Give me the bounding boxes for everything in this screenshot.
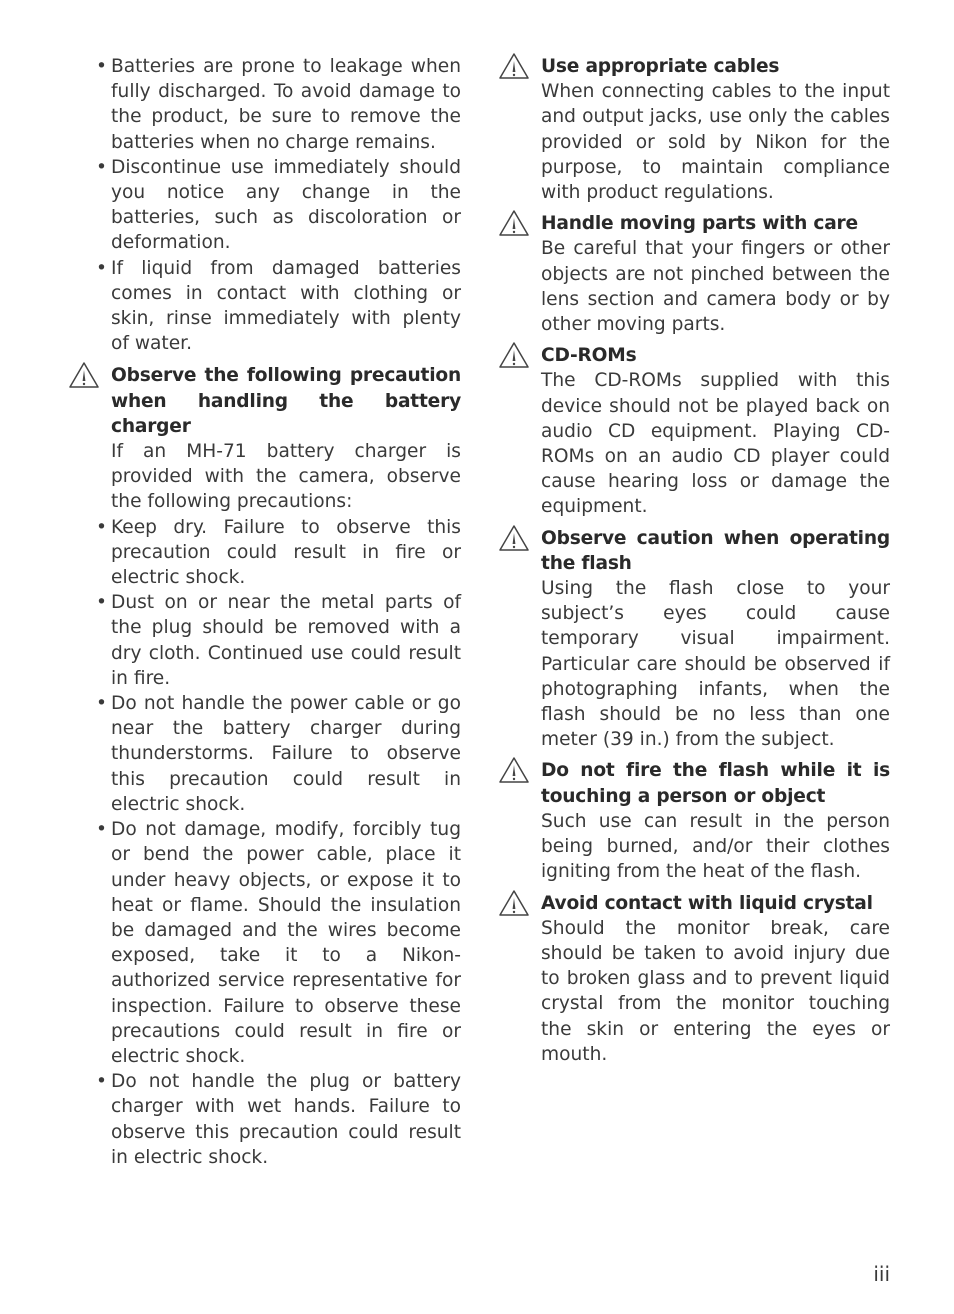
left-column bbox=[96, 54, 461, 1170]
warning-triangle-icon bbox=[498, 341, 530, 369]
section-body: Such use can result in the person being burned, and/or their clothes igniting from the heat of the flash. bbox=[541, 810, 890, 883]
warning-triangle-icon bbox=[498, 756, 530, 784]
warning-triangle-icon bbox=[498, 889, 530, 917]
section-body: When connecting cables to the input and output jacks, use only the cables provided or sold by Nikon for the purpose, to maintain compliance with product regulations. bbox=[541, 81, 890, 204]
bullet-item: • Do not handle the power cable or go near the battery charger during thunderstorms. Failure to observe this precaution could result in electric shock. bbox=[96, 693, 461, 815]
section-body: Be careful that your fingers or other objects are not pinched between the lens section and camera body or by other moving parts. bbox=[541, 238, 890, 336]
section-body: The CD-ROMs supplied with this device should not be played back on audio CD equipment. Playing CD-ROMs on an audio CD player could cause hearing loss or damage the equipment. bbox=[541, 370, 890, 518]
warning-triangle-icon bbox=[498, 52, 530, 80]
bullet-item: • Batteries are prone to leakage when fully discharged. To avoid damage to the product, be sure to remove the batteries when no charge remains. bbox=[96, 56, 461, 153]
warning-triangle-icon bbox=[68, 361, 100, 389]
cd-roms-section bbox=[541, 343, 890, 519]
section-body: Should the monitor break, care should be taken to avoid injury due to broken glass and to prevent liquid crystal from the monitor touching the skin or entering the eyes or mouth. bbox=[541, 917, 890, 1065]
bullet-item: • Keep dry. Failure to observe this precaution could result in fire or electric shock. bbox=[96, 516, 461, 589]
section-heading: Avoid contact with liquid crystal bbox=[541, 891, 890, 916]
bullet-item: • Dust on or near the metal parts of the plug should be removed with a dry cloth. Continued use could result in fire. bbox=[96, 592, 461, 689]
section-heading: Do not fire the flash while it is touching a person or object bbox=[541, 758, 890, 808]
bullet-item: • Do not damage, modify, forcibly tug or bend the power cable, place it under heavy objects, or expose it to heat or flame. Should the insulation be damaged and the wires become exposed, take it to a Nikon-authorized service representative for inspection. Failure to observe these precautions could result in fire or electric shock. bbox=[96, 819, 461, 1067]
moving-parts-section bbox=[541, 211, 890, 337]
bullet-item: • If liquid from damaged batteries comes in contact with clothing or skin, rinse immediately with plenty of water. bbox=[96, 257, 461, 355]
liquid-crystal-section bbox=[541, 891, 890, 1067]
section-heading: Use appropriate cables bbox=[541, 54, 890, 79]
warning-triangle-icon bbox=[498, 524, 530, 552]
flash-caution-section bbox=[541, 526, 890, 753]
bullet-item: • Discontinue use immediately should you notice any change in the batteries, such as discoloration or deformation. bbox=[96, 156, 461, 254]
page-number: iii bbox=[873, 1262, 890, 1286]
section-heading: Observe the following precaution when handling the battery charger bbox=[111, 363, 461, 439]
flash-touching-section bbox=[541, 758, 890, 884]
warning-triangle-icon bbox=[498, 209, 530, 237]
section-heading: Handle moving parts with care bbox=[541, 211, 890, 236]
section-body: If an MH-71 battery charger is provided with the camera, observe the following precautions: bbox=[111, 441, 461, 513]
cables-section bbox=[541, 54, 890, 205]
section-heading: CD-ROMs bbox=[541, 343, 890, 368]
charger-precaution-section bbox=[96, 363, 461, 1170]
right-column bbox=[541, 54, 890, 1067]
section-body: Using the flash close to your subject’s eyes could cause temporary visual impairment. Particular care should be observed if photographing infants, when the flash should be no less than one meter (39 in.) from the subject. bbox=[541, 578, 890, 751]
bullet-item: • Do not handle the plug or battery charger with wet hands. Failure to observe this precaution could result in electric shock. bbox=[96, 1071, 461, 1168]
section-heading: Observe caution when operating the flash bbox=[541, 526, 890, 576]
